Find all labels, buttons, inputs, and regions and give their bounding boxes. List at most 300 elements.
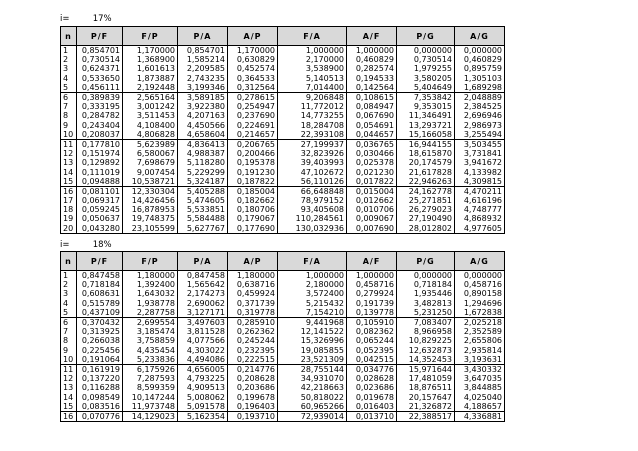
interest-rate-row xyxy=(60,14,112,24)
factor-cell: 5,215432 xyxy=(278,299,347,308)
factor-cell: 3,511453 xyxy=(123,111,178,120)
column-header: A/G xyxy=(455,252,505,271)
factor-cell: 27,199937 xyxy=(278,139,347,149)
interest-rate-value: 18% xyxy=(92,240,112,250)
table-row xyxy=(61,158,505,167)
table-row xyxy=(61,374,505,383)
factor-cell: 5,533851 xyxy=(178,205,228,214)
factor-cell: 0,069317 xyxy=(77,196,123,205)
factor-cell: 0,000000 xyxy=(397,271,455,281)
period-cell: 2 xyxy=(61,55,77,64)
column-header: n xyxy=(61,252,77,271)
factor-cell: 4,977605 xyxy=(455,224,505,234)
factor-cell: 0,389839 xyxy=(77,92,123,102)
factor-cell: 0,067690 xyxy=(347,111,397,120)
factor-cell: 5,404649 xyxy=(397,83,455,93)
column-header: A/F xyxy=(347,27,397,46)
factor-cell: 8,966958 xyxy=(397,327,455,336)
factor-cell: 2,174273 xyxy=(178,289,228,298)
period-cell: 15 xyxy=(61,402,77,412)
factor-cell: 3,482813 xyxy=(397,299,455,308)
factor-cell: 0,111019 xyxy=(77,167,123,176)
factor-cell: 0,847458 xyxy=(178,271,228,281)
factor-cell: 4,207163 xyxy=(178,111,228,120)
factor-cell: 1,305103 xyxy=(455,74,505,83)
factor-cell: 3,844885 xyxy=(455,383,505,392)
table-row xyxy=(61,121,505,130)
factor-cell: 0,895759 xyxy=(455,64,505,73)
factor-cell: 0,370432 xyxy=(77,317,123,327)
table-row xyxy=(61,336,505,345)
factor-cell: 18,876511 xyxy=(397,383,455,392)
factor-cell: 3,922380 xyxy=(178,102,228,111)
factor-cell: 0,151974 xyxy=(77,149,123,158)
factor-cell: 47,102672 xyxy=(278,167,347,176)
factor-cell: 4,494086 xyxy=(178,355,228,365)
period-cell: 4 xyxy=(61,299,77,308)
factor-cell: 4,133982 xyxy=(455,167,505,176)
factor-cell: 0,254947 xyxy=(228,102,278,111)
table-row xyxy=(61,177,505,187)
period-cell: 1 xyxy=(61,46,77,56)
factor-cell: 60,965266 xyxy=(278,402,347,412)
factor-cell: 4,188657 xyxy=(455,402,505,412)
period-cell: 10 xyxy=(61,355,77,365)
factor-cell: 0,458716 xyxy=(347,280,397,289)
factor-cell: 1,392400 xyxy=(123,280,178,289)
factor-cell: 3,731841 xyxy=(455,149,505,158)
factor-cell: 1,565642 xyxy=(178,280,228,289)
table-row xyxy=(61,308,505,318)
factor-cell: 4,336881 xyxy=(455,411,505,421)
factor-cell: 4,025040 xyxy=(455,392,505,401)
factor-cell: 5,233836 xyxy=(123,355,178,365)
factor-cell: 130,032936 xyxy=(278,224,347,234)
factor-cell: 1,935446 xyxy=(397,289,455,298)
factor-cell: 0,200466 xyxy=(228,149,278,158)
column-header: P/F xyxy=(77,27,123,46)
factor-cell: 15,326996 xyxy=(278,336,347,345)
factor-cell: 9,353015 xyxy=(397,102,455,111)
factor-cell: 0,012662 xyxy=(347,196,397,205)
factor-cell: 2,384525 xyxy=(455,102,505,111)
factor-cell: 0,312564 xyxy=(228,83,278,93)
factor-cell: 1,294696 xyxy=(455,299,505,308)
period-cell: 3 xyxy=(61,64,77,73)
factor-cell: 14,773255 xyxy=(278,111,347,120)
factor-cell: 3,430332 xyxy=(455,364,505,374)
factor-cell: 3,127171 xyxy=(178,308,228,318)
factor-cell: 5,091578 xyxy=(178,402,228,412)
table-row xyxy=(61,205,505,214)
factor-cell: 0,437109 xyxy=(77,308,123,318)
column-header: P/G xyxy=(397,252,455,271)
factor-cell: 14,426456 xyxy=(123,196,178,205)
factor-cell: 0,262362 xyxy=(228,327,278,336)
factor-cell: 0,180706 xyxy=(228,205,278,214)
period-cell: 12 xyxy=(61,149,77,158)
interest-rate-row xyxy=(60,240,112,250)
factor-cell: 11,973748 xyxy=(123,402,178,412)
factor-cell: 25,271851 xyxy=(397,196,455,205)
period-cell: 6 xyxy=(61,92,77,102)
factor-cell: 2,699554 xyxy=(123,317,178,327)
factor-cell: 16,944155 xyxy=(397,139,455,149)
factor-cell: 0,191064 xyxy=(77,355,123,365)
factor-cell: 1,170000 xyxy=(123,46,178,56)
factor-cell: 2,025218 xyxy=(455,317,505,327)
factor-cell: 0,009067 xyxy=(347,214,397,223)
factor-cell: 0,043280 xyxy=(77,224,123,234)
factor-cell: 2,180000 xyxy=(278,280,347,289)
factor-cell: 5,162354 xyxy=(178,411,228,421)
factor-cell: 10,829225 xyxy=(397,336,455,345)
table-row xyxy=(61,92,505,102)
factor-cell: 0,042515 xyxy=(347,355,397,365)
factor-cell: 0,015004 xyxy=(347,186,397,196)
factor-cell: 0,161919 xyxy=(77,364,123,374)
factor-cell: 2,565164 xyxy=(123,92,178,102)
factor-cell: 0,028628 xyxy=(347,374,397,383)
factor-cell: 0,208628 xyxy=(228,374,278,383)
factor-cell: 72,939014 xyxy=(278,411,347,421)
period-cell: 4 xyxy=(61,74,77,83)
column-header: n xyxy=(61,27,77,46)
factor-cell: 0,098549 xyxy=(77,392,123,401)
factor-cell: 0,243404 xyxy=(77,121,123,130)
factor-cell: 1,979255 xyxy=(397,64,455,73)
factor-cell: 5,231250 xyxy=(397,308,455,318)
factor-cell: 3,255494 xyxy=(455,130,505,140)
table-row xyxy=(61,111,505,120)
factor-cell: 78,979152 xyxy=(278,196,347,205)
factor-cell: 20,174579 xyxy=(397,158,455,167)
factor-cell: 0,533650 xyxy=(77,74,123,83)
factor-cell: 4,988387 xyxy=(178,149,228,158)
factor-cell: 0,890158 xyxy=(455,289,505,298)
factor-cell: 22,393108 xyxy=(278,130,347,140)
period-cell: 13 xyxy=(61,383,77,392)
factor-cell: 4,303022 xyxy=(178,346,228,355)
period-cell: 19 xyxy=(61,214,77,223)
factor-cell: 3,193631 xyxy=(455,355,505,365)
factor-cell: 3,538900 xyxy=(278,64,347,73)
interest-rate-label: i= xyxy=(60,240,70,250)
column-header: P/F xyxy=(77,252,123,271)
factor-cell: 2,690062 xyxy=(178,299,228,308)
factor-cell: 0,730514 xyxy=(77,55,123,64)
table-row xyxy=(61,83,505,93)
factor-cell: 0,182662 xyxy=(228,196,278,205)
factor-cell: 110,284561 xyxy=(278,214,347,223)
factor-cell: 2,352589 xyxy=(455,327,505,336)
factor-cell: 6,580067 xyxy=(123,149,178,158)
factor-cell: 11,346491 xyxy=(397,111,455,120)
factor-cell: 0,266038 xyxy=(77,336,123,345)
factor-cell: 0,718184 xyxy=(397,280,455,289)
factor-cell: 17,481059 xyxy=(397,374,455,383)
factor-cell: 93,405608 xyxy=(278,205,347,214)
factor-cell: 1,000000 xyxy=(278,271,347,281)
factor-cell: 32,823926 xyxy=(278,149,347,158)
factor-cell: 10,538721 xyxy=(123,177,178,187)
factor-cell: 2,192448 xyxy=(123,83,178,93)
factor-cell: 2,696946 xyxy=(455,111,505,120)
factor-cell: 23,105599 xyxy=(123,224,178,234)
factor-cell: 4,909513 xyxy=(178,383,228,392)
factor-cell: 7,014400 xyxy=(278,83,347,93)
table-row xyxy=(61,402,505,412)
period-cell: 9 xyxy=(61,121,77,130)
factor-cell: 3,811528 xyxy=(178,327,228,336)
factor-cell: 3,647035 xyxy=(455,374,505,383)
factor-cell: 0,000000 xyxy=(397,46,455,56)
factor-cell: 15,166058 xyxy=(397,130,455,140)
table-row xyxy=(61,289,505,298)
factor-cell: 0,013710 xyxy=(347,411,397,421)
factor-cell: 0,034776 xyxy=(347,364,397,374)
table-row xyxy=(61,149,505,158)
table-row xyxy=(61,364,505,374)
factor-cell: 7,154210 xyxy=(278,308,347,318)
factor-cell: 0,052395 xyxy=(347,346,397,355)
factor-cell: 0,214776 xyxy=(228,364,278,374)
column-header: A/P xyxy=(228,252,278,271)
factor-cell: 0,000000 xyxy=(455,271,505,281)
column-header: F/A xyxy=(278,252,347,271)
factor-cell: 0,177690 xyxy=(228,224,278,234)
factor-cell: 0,278615 xyxy=(228,92,278,102)
factor-cell: 5,627767 xyxy=(178,224,228,234)
factor-cell: 10,147244 xyxy=(123,392,178,401)
factor-cell: 27,190490 xyxy=(397,214,455,223)
factor-cell: 24,162778 xyxy=(397,186,455,196)
factor-cell: 0,313925 xyxy=(77,327,123,336)
period-cell: 18 xyxy=(61,205,77,214)
period-cell: 16 xyxy=(61,186,77,196)
factor-cell: 0,452574 xyxy=(228,64,278,73)
factor-cell: 0,206765 xyxy=(228,139,278,149)
table-row xyxy=(61,355,505,365)
table-row xyxy=(61,280,505,289)
factor-cell: 0,364533 xyxy=(228,74,278,83)
factor-cell: 1,000000 xyxy=(347,271,397,281)
factor-cell: 0,284782 xyxy=(77,111,123,120)
period-cell: 12 xyxy=(61,374,77,383)
factor-cell: 0,854701 xyxy=(178,46,228,56)
period-cell: 20 xyxy=(61,224,77,234)
factor-cell: 7,698679 xyxy=(123,158,178,167)
column-header: F/A xyxy=(278,27,347,46)
factor-cell: 0,624371 xyxy=(77,64,123,73)
factor-cell: 4,836413 xyxy=(178,139,228,149)
factor-cell: 18,615870 xyxy=(397,149,455,158)
factor-cell: 0,000000 xyxy=(455,46,505,56)
factor-cell: 0,319778 xyxy=(228,308,278,318)
factor-cell: 3,497603 xyxy=(178,317,228,327)
factor-cell: 4,077566 xyxy=(178,336,228,345)
factor-cell: 0,019678 xyxy=(347,392,397,401)
factor-cell: 16,878953 xyxy=(123,205,178,214)
column-header: A/G xyxy=(455,27,505,46)
factor-cell: 12,141522 xyxy=(278,327,347,336)
factor-cell: 5,405288 xyxy=(178,186,228,196)
factor-cell: 0,199678 xyxy=(228,392,278,401)
period-cell: 10 xyxy=(61,130,77,140)
factor-cell: 4,108400 xyxy=(123,121,178,130)
factor-cell: 0,177810 xyxy=(77,139,123,149)
factor-cell: 1,672838 xyxy=(455,308,505,318)
factor-cell: 0,195378 xyxy=(228,158,278,167)
factor-cell: 0,232395 xyxy=(228,346,278,355)
factor-cell: 0,016403 xyxy=(347,402,397,412)
table-row xyxy=(61,383,505,392)
factor-cell: 1,170000 xyxy=(228,46,278,56)
column-header: P/G xyxy=(397,27,455,46)
period-cell: 7 xyxy=(61,327,77,336)
factor-cell: 0,185004 xyxy=(228,186,278,196)
factor-cell: 0,105910 xyxy=(347,317,397,327)
factor-cell: 56,110126 xyxy=(278,177,347,187)
factor-cell: 0,137220 xyxy=(77,374,123,383)
factor-cell: 9,206848 xyxy=(278,92,347,102)
factor-cell: 0,191230 xyxy=(228,167,278,176)
factor-cell: 2,986973 xyxy=(455,121,505,130)
interest-rate-label: i= xyxy=(60,14,70,24)
factor-cell: 2,209585 xyxy=(178,64,228,73)
table-row xyxy=(61,130,505,140)
factor-cell: 4,748777 xyxy=(455,205,505,214)
factor-cell: 4,793225 xyxy=(178,374,228,383)
factor-cell: 7,083407 xyxy=(397,317,455,327)
factor-cell: 0,059245 xyxy=(77,205,123,214)
table-row xyxy=(61,64,505,73)
table-row xyxy=(61,299,505,308)
factor-cell: 66,648848 xyxy=(278,186,347,196)
period-cell: 15 xyxy=(61,177,77,187)
table-row xyxy=(61,139,505,149)
factor-cell: 0,070776 xyxy=(77,411,123,421)
period-cell: 14 xyxy=(61,392,77,401)
period-cell: 8 xyxy=(61,336,77,345)
factor-cell: 4,450566 xyxy=(178,121,228,130)
factor-cell: 1,643032 xyxy=(123,289,178,298)
factor-cell: 50,818022 xyxy=(278,392,347,401)
period-cell: 14 xyxy=(61,167,77,176)
factor-cell: 1,601613 xyxy=(123,64,178,73)
factor-cell: 11,772012 xyxy=(278,102,347,111)
factor-cell: 26,279023 xyxy=(397,205,455,214)
factor-cell: 21,617828 xyxy=(397,167,455,176)
table-row xyxy=(61,327,505,336)
factor-cell: 0,333195 xyxy=(77,102,123,111)
factor-cell: 0,456111 xyxy=(77,83,123,93)
factor-cell: 5,584488 xyxy=(178,214,228,223)
factor-cell: 0,222515 xyxy=(228,355,278,365)
factor-cell: 1,180000 xyxy=(123,271,178,281)
factor-cell: 4,656005 xyxy=(178,364,228,374)
factor-cell: 0,094888 xyxy=(77,177,123,187)
factor-cell: 0,225456 xyxy=(77,346,123,355)
factor-cell: 3,185474 xyxy=(123,327,178,336)
column-header: A/P xyxy=(228,27,278,46)
factor-cell: 9,007454 xyxy=(123,167,178,176)
factor-cell: 28,012802 xyxy=(397,224,455,234)
factor-cell: 0,203686 xyxy=(228,383,278,392)
table-row xyxy=(61,224,505,234)
factor-cell: 0,847458 xyxy=(77,271,123,281)
factor-cell: 0,279924 xyxy=(347,289,397,298)
factor-cell: 1,180000 xyxy=(228,271,278,281)
factor-cell: 0,193710 xyxy=(228,411,278,421)
factor-cell: 0,460829 xyxy=(347,55,397,64)
period-cell: 9 xyxy=(61,346,77,355)
factor-cell: 2,743235 xyxy=(178,74,228,83)
factor-cell: 12,632873 xyxy=(397,346,455,355)
table-row xyxy=(61,392,505,401)
factor-cell: 5,140513 xyxy=(278,74,347,83)
factor-cell: 0,036765 xyxy=(347,139,397,149)
factor-cell: 0,282574 xyxy=(347,64,397,73)
column-header: P/A xyxy=(178,27,228,46)
factor-cell: 0,142564 xyxy=(347,83,397,93)
factor-cell: 0,237690 xyxy=(228,111,278,120)
factor-cell: 0,191739 xyxy=(347,299,397,308)
factor-cell: 3,589185 xyxy=(178,92,228,102)
column-header: A/F xyxy=(347,252,397,271)
factor-cell: 23,521309 xyxy=(278,355,347,365)
factor-cell: 0,458716 xyxy=(455,280,505,289)
factor-cell: 2,048889 xyxy=(455,92,505,102)
factor-cell: 0,371739 xyxy=(228,299,278,308)
factor-cell: 2,655806 xyxy=(455,336,505,345)
factor-cell: 0,208037 xyxy=(77,130,123,140)
factor-cell: 7,353842 xyxy=(397,92,455,102)
factor-cell: 9,441968 xyxy=(278,317,347,327)
factor-cell: 19,748375 xyxy=(123,214,178,223)
factor-cell: 3,001242 xyxy=(123,102,178,111)
factor-cell: 6,175926 xyxy=(123,364,178,374)
factor-cell: 3,941672 xyxy=(455,158,505,167)
period-cell: 5 xyxy=(61,83,77,93)
factor-cell: 3,758859 xyxy=(123,336,178,345)
factor-cell: 14,129023 xyxy=(123,411,178,421)
factor-cell: 0,214657 xyxy=(228,130,278,140)
factor-cell: 34,931070 xyxy=(278,374,347,383)
factor-cell: 1,000000 xyxy=(278,46,347,56)
table-row xyxy=(61,317,505,327)
factor-cell: 0,139778 xyxy=(347,308,397,318)
period-cell: 17 xyxy=(61,196,77,205)
period-cell: 5 xyxy=(61,308,77,318)
factor-cell: 8,599359 xyxy=(123,383,178,392)
factor-cell: 0,730514 xyxy=(397,55,455,64)
factor-cell: 0,608631 xyxy=(77,289,123,298)
period-cell: 3 xyxy=(61,289,77,298)
table-row xyxy=(61,186,505,196)
factor-cell: 21,326872 xyxy=(397,402,455,412)
factor-cell: 3,199346 xyxy=(178,83,228,93)
factor-cell: 1,938778 xyxy=(123,299,178,308)
factor-cell: 5,008062 xyxy=(178,392,228,401)
factor-cell: 0,459924 xyxy=(228,289,278,298)
table-row xyxy=(61,74,505,83)
factor-cell: 39,403993 xyxy=(278,158,347,167)
factor-cell: 7,287593 xyxy=(123,374,178,383)
factor-cell: 0,082362 xyxy=(347,327,397,336)
factor-cell: 14,352453 xyxy=(397,355,455,365)
period-cell: 11 xyxy=(61,364,77,374)
